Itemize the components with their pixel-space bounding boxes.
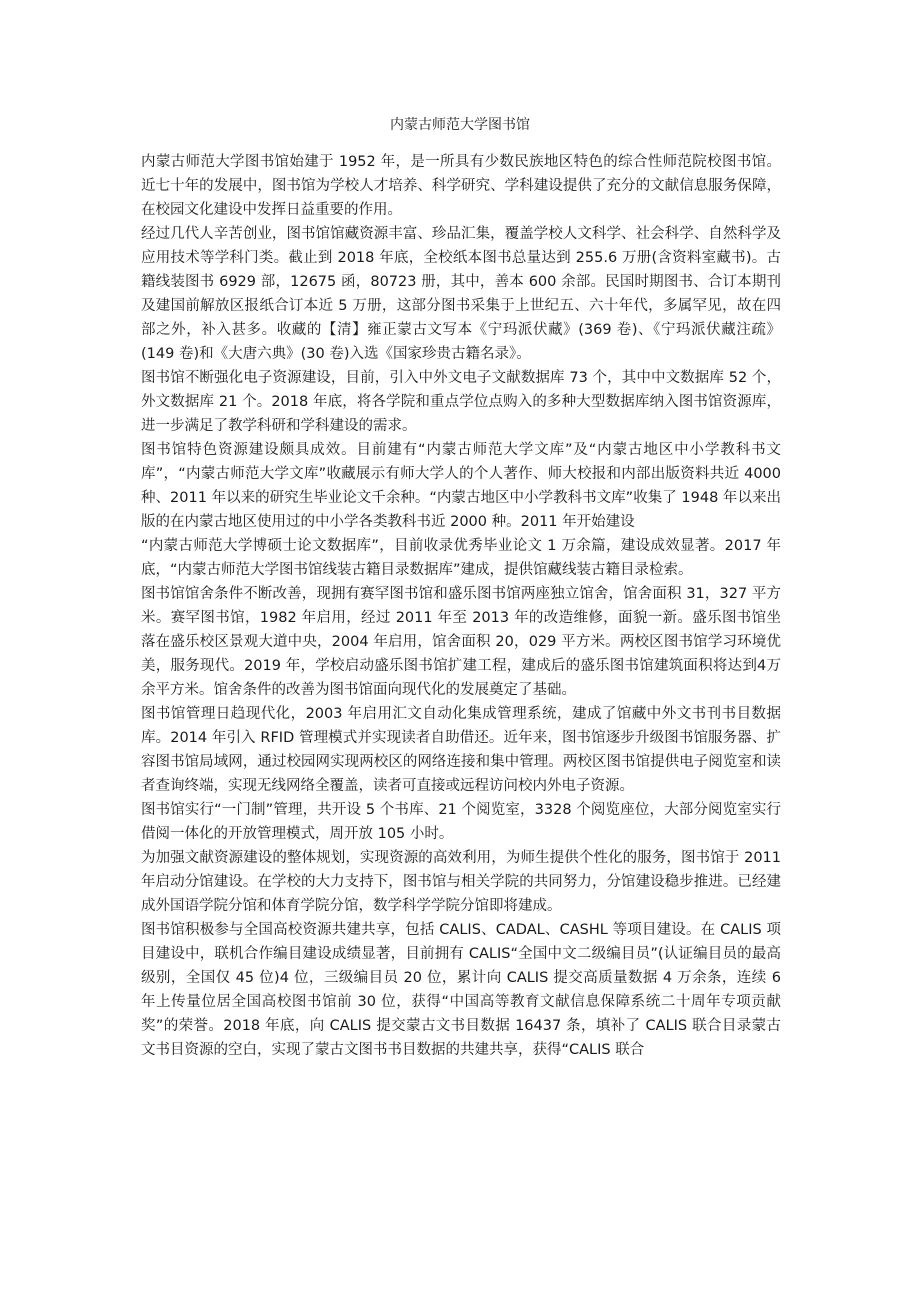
paragraph-resource-sharing: 图书馆积极参与全国高校资源共建共享，包括 CALIS、CADAL、CASHL 等项目建设。在 CALIS 项目建设中，联机合作编目建设成绩显著，目前拥有 CALIS“全国中文二级编目员”(认证编目员的最高级别，全国仅 45 位)4 位，三级编目员 20 位，累计向 CALIS 提交高质量数据 4 万余条，连续 6 年上传量位居全国高校图书馆前 30 位，获得“中国高等教育文献信息保障系统二十周年专项贡献奖”的荣誉。2018 年底，向 CALIS 提交蒙古文书目数据 16437 条，填补了 CALIS 联合目录蒙古文书目资源的空白，实现了蒙古文图书书目数据的共建共享，获得“CALIS 联合	[141, 922, 781, 1058]
paragraph-facilities: 图书馆馆舍条件不断改善，现拥有赛罕图书馆和盛乐图书馆两座独立馆舍，馆舍面积 31，327 平方米。赛罕图书馆，1982 年启用，经过 2011 年至 2013 年的改造维修，面貌一新。盛乐图书馆坐落在盛乐校区景观大道中央，2004 年启用，馆舍面积 20，029 平方米。两校区图书馆学习环境优美，服务现代。2019 年，学校启动盛乐图书馆扩建工程，建成后的盛乐图书馆建筑面积将达到4万余平方米。馆舍条件的改善为图书馆面向现代化的发展奠定了基础。	[141, 586, 781, 698]
paragraph-modernization: 图书馆管理日趋现代化，2003 年启用汇文自动化集成管理系统，建成了馆藏中外文书刊书目数据库。2014 年引入 RFID 管理模式并实现读者自助借还。近年来，图书馆逐步升级图书馆服务器、扩容图书馆局域网，通过校园网实现两校区的网络连接和集中管理。两校区图书馆提供电子阅览室和读者查询终端，实现无线网络全覆盖，读者可直接或远程访问校内外电子资源。	[141, 706, 781, 794]
paragraph-founding: 内蒙古师范大学图书馆始建于 1952 年，是一所具有少数民族地区特色的综合性师范院校图书馆。近七十年的发展中，图书馆为学校人才培养、科学研究、学科建设提供了充分的文献信息服务保障，在校园文化建设中发挥日益重要的作用。	[141, 154, 781, 218]
paragraph-thesis-database: “内蒙古师范大学博硕士论文数据库”，目前收录优秀毕业论文 1 万余篇，建设成效显著。2017 年底，“内蒙古师范大学图书馆线装古籍目录数据库”建成，提供馆藏线装古籍目录检索。	[141, 538, 781, 578]
document-body	[141, 150, 781, 1062]
paragraph-special-resources: 图书馆特色资源建设颇具成效。目前建有“内蒙古师范大学文库”及“内蒙古地区中小学教科书文库”，“内蒙古师范大学文库”收藏展示有师大学人的个人著作、师大校报和内部出版资料共近 4000 种、2011 年以来的研究生毕业论文千余种。“内蒙古地区中小学教科书文库”收集了 1948 年以来出版的在内蒙古地区使用过的中小学各类教科书近 2000 种。2011 年开始建设	[141, 442, 781, 530]
paragraph-management: 图书馆实行“一门制”管理，共开设 5 个书库、21 个阅览室，3328 个阅览座位，大部分阅览室实行借阅一体化的开放管理模式，周开放 105 小时。	[141, 802, 781, 842]
paragraph-branch-libraries: 为加强文献资源建设的整体规划，实现资源的高效利用，为师生提供个性化的服务，图书馆于 2011 年启动分馆建设。在学校的大力支持下，图书馆与相关学院的共同努力，分馆建设稳步推进。已经建成外国语学院分馆和体育学院分馆，数学科学学院分馆即将建成。	[141, 850, 781, 914]
paragraph-electronic-resources: 图书馆不断强化电子资源建设，目前，引入中外文电子文献数据库 73 个，其中中文数据库 52 个，外文数据库 21 个。2018 年底，将各学院和重点学位点购入的多种大型数据库纳入图书馆资源库，进一步满足了教学科研和学科建设的需求。	[141, 370, 781, 434]
paragraph-collections: 经过几代人辛苦创业，图书馆馆藏资源丰富、珍品汇集，覆盖学校人文科学、社会科学、自然科学及应用技术等学科门类。截止到 2018 年底，全校纸本图书总量达到 255.6 万册(含资料室藏书)。古籍线装图书 6929 部，12675 函，80723 册，其中，善本 600 余部。民国时期图书、合订本期刊及建国前解放区报纸合订本近 5 万册，这部分图书采集于上世纪五、六十年代，多属罕见，故在四部之外，补入甚多。收藏的【清】雍正蒙古文写本《宁玛派伏藏》(369 卷)、《宁玛派伏藏注疏》(149 卷)和《大唐六典》(30 卷)入选《国家珍贵古籍名录》。	[141, 226, 781, 362]
document-title: 内蒙古师范大学图书馆	[390, 117, 530, 133]
